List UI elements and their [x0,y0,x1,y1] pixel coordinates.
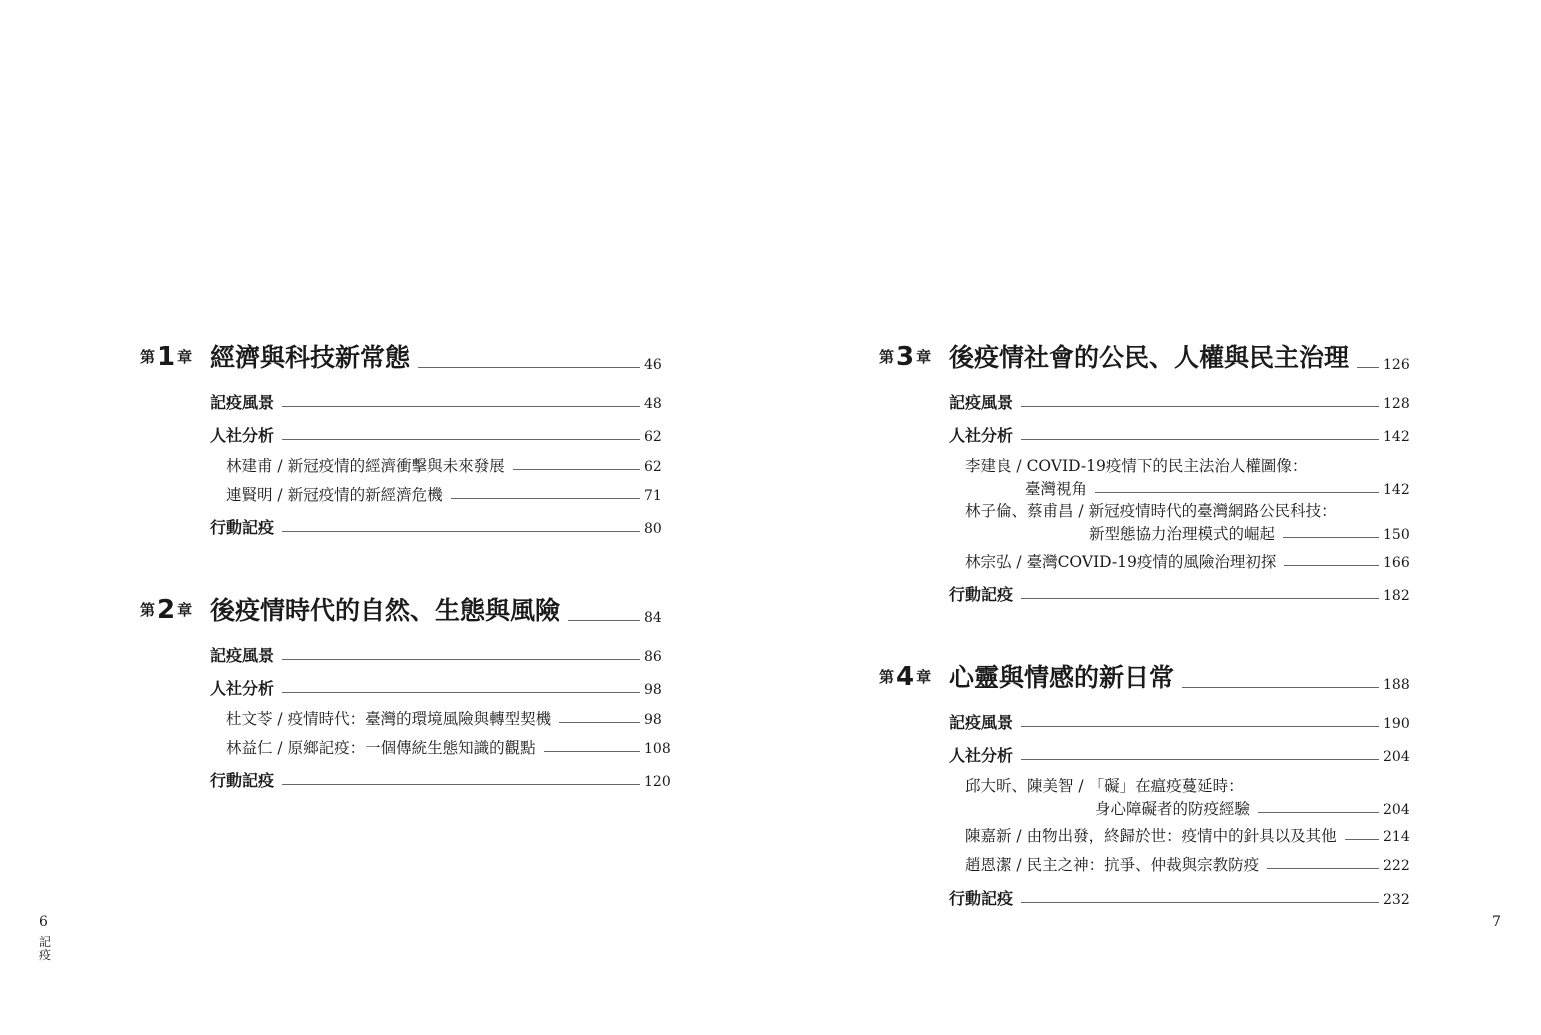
chapter-label [879,342,931,372]
page-number: 126 [1383,357,1410,373]
page-number: 232 [1383,892,1410,908]
section-title: 記疫風景 [210,646,275,665]
chapter-label [140,342,192,372]
leader-line [1267,868,1379,869]
section-title: 記疫風景 [949,713,1014,732]
chapter-number: 1 [157,342,176,372]
chapter-prefix: 第 [140,348,156,366]
section-title: 人社分析 [210,426,275,445]
toc-entry[interactable] [210,515,670,538]
chapter-number: 3 [896,342,915,372]
chapter-title-row[interactable] [210,338,670,374]
page-number: 204 [1383,802,1410,818]
section-title: 記疫風景 [210,393,275,412]
chapter-suffix: 章 [916,668,932,686]
leader-line [1021,406,1379,407]
toc-entry[interactable] [210,423,670,446]
page-number: 48 [644,396,662,412]
leader-line [1182,687,1379,688]
toc-entry[interactable] [949,582,1409,605]
leader-line [513,469,640,470]
leader-line [1357,367,1379,368]
article-title-line1[interactable]: 李建良 / COVID-19疫情下的民主法治人權圖像： [965,457,1308,475]
leader-line [1284,565,1379,566]
toc-entry[interactable] [226,454,670,476]
section-title: 人社分析 [949,746,1014,765]
article-title: 林宗弘 / 臺灣COVID-19疫情的風險治理初探 [965,553,1277,571]
leader-line [568,620,640,621]
chapter-prefix: 第 [879,348,895,366]
toc-entry[interactable] [965,853,1409,875]
article-title: 臺灣視角 [1025,480,1088,498]
article-title: 林建甫 / 新冠疫情的經濟衝擊與未來發展 [226,457,505,475]
page-number: 150 [1383,527,1410,543]
article-title-line1[interactable]: 林子倫、蔡甫昌 / 新冠疫情時代的臺灣網路公民科技： [965,502,1337,520]
leader-line [282,439,640,440]
page-number: 142 [1383,429,1410,445]
page-number: 204 [1383,749,1410,765]
section-title: 行動記疫 [210,518,275,537]
leader-line [1021,759,1379,760]
page-number: 190 [1383,716,1410,732]
running-title: 記疫 [39,935,52,962]
chapter-title: 心靈與情感的新日常 [949,663,1175,692]
article-title: 杜文苓 / 疫情時代：臺灣的環境風險與轉型契機 [226,710,552,728]
toc-entry[interactable] [210,768,670,791]
leader-line [282,692,640,693]
page-number: 62 [644,459,662,475]
article-title: 連賢明 / 新冠疫情的新經濟危機 [226,486,443,504]
section-title: 行動記疫 [949,889,1014,908]
page-number: 86 [644,649,662,665]
toc-entry[interactable] [965,824,1409,846]
chapter-label [140,595,192,625]
page-number: 142 [1383,482,1410,498]
chapter-title-row[interactable] [210,591,670,627]
toc-entry[interactable] [210,390,670,413]
leader-line [282,531,640,532]
chapter-title: 後疫情社會的公民、人權與民主治理 [949,343,1350,372]
page-number: 98 [644,682,662,698]
leader-line [1021,726,1379,727]
chapter-title-row[interactable] [949,658,1409,694]
page-number: 62 [644,429,662,445]
leader-line [282,659,640,660]
chapter-label [879,662,931,692]
toc-entry[interactable] [226,707,670,729]
page-number: 128 [1383,396,1410,412]
page-number: 71 [644,488,662,504]
article-title: 林益仁 / 原鄉記疫：一個傳統生態知識的觀點 [226,739,536,757]
section-title: 人社分析 [949,426,1014,445]
chapter-title-row[interactable] [949,338,1409,374]
page-number: 214 [1383,829,1410,845]
chapter-suffix: 章 [177,348,193,366]
toc-entry[interactable] [210,643,670,666]
article-title-line1[interactable]: 邱大昕、陳美智 / 「礙」在瘟疫蔓延時： [965,777,1244,795]
toc-entry[interactable] [1089,522,1409,544]
article-title: 趙恩潔 / 民主之神：抗爭、仲裁與宗教防疫 [965,856,1260,874]
leader-line [559,722,640,723]
toc-entry[interactable] [1025,477,1409,499]
leader-line [282,406,640,407]
toc-entry[interactable] [210,676,670,699]
chapter-number: 2 [157,595,176,625]
leader-line [1283,537,1379,538]
leader-line [282,784,640,785]
page-number: 222 [1383,858,1410,874]
chapter-prefix: 第 [879,668,895,686]
toc-entry[interactable] [226,736,670,758]
page-number: 188 [1383,677,1410,693]
chapter-suffix: 章 [177,601,193,619]
toc-entry[interactable] [226,483,670,505]
page-number: 84 [644,610,662,626]
leader-line [418,367,640,368]
page-number: 120 [644,774,671,790]
section-title: 人社分析 [210,679,275,698]
article-title: 身心障礙者的防疫經驗 [1095,800,1251,818]
leader-line [544,751,640,752]
chapter-suffix: 章 [916,348,932,366]
page-number: 80 [644,521,662,537]
right-page-number: 7 [1492,914,1501,930]
toc-entry[interactable] [949,423,1409,446]
toc-entry[interactable] [1095,797,1409,819]
article-title: 陳嘉新 / 由物出發，終歸於世：疫情中的針具以及其他 [965,827,1337,845]
section-title: 行動記疫 [210,771,275,790]
chapter-number: 4 [896,662,915,692]
leader-line [1095,492,1379,493]
page-number: 46 [644,357,662,373]
leader-line [1258,812,1379,813]
article-title: 新型態協力治理模式的崛起 [1089,525,1276,543]
leader-line [1345,839,1379,840]
page-number: 166 [1383,555,1410,571]
chapter-prefix: 第 [140,601,156,619]
page-number: 108 [644,741,671,757]
leader-line [1021,439,1379,440]
section-title: 記疫風景 [949,393,1014,412]
toc-entry[interactable] [949,743,1409,766]
section-title: 行動記疫 [949,585,1014,604]
left-page [0,0,770,1035]
leader-line [1021,902,1379,903]
toc-entry[interactable] [949,886,1409,909]
leader-line [451,498,640,499]
toc-entry[interactable] [965,550,1409,572]
toc-entry[interactable] [949,390,1409,413]
leader-line [1021,598,1379,599]
page-number: 98 [644,712,662,728]
page-number: 182 [1383,588,1410,604]
toc-entry[interactable] [949,710,1409,733]
chapter-title: 經濟與科技新常態 [210,343,411,372]
right-page [770,0,1541,1035]
chapter-title: 後疫情時代的自然、生態與風險 [210,596,561,625]
left-page-number: 6 [39,914,48,930]
